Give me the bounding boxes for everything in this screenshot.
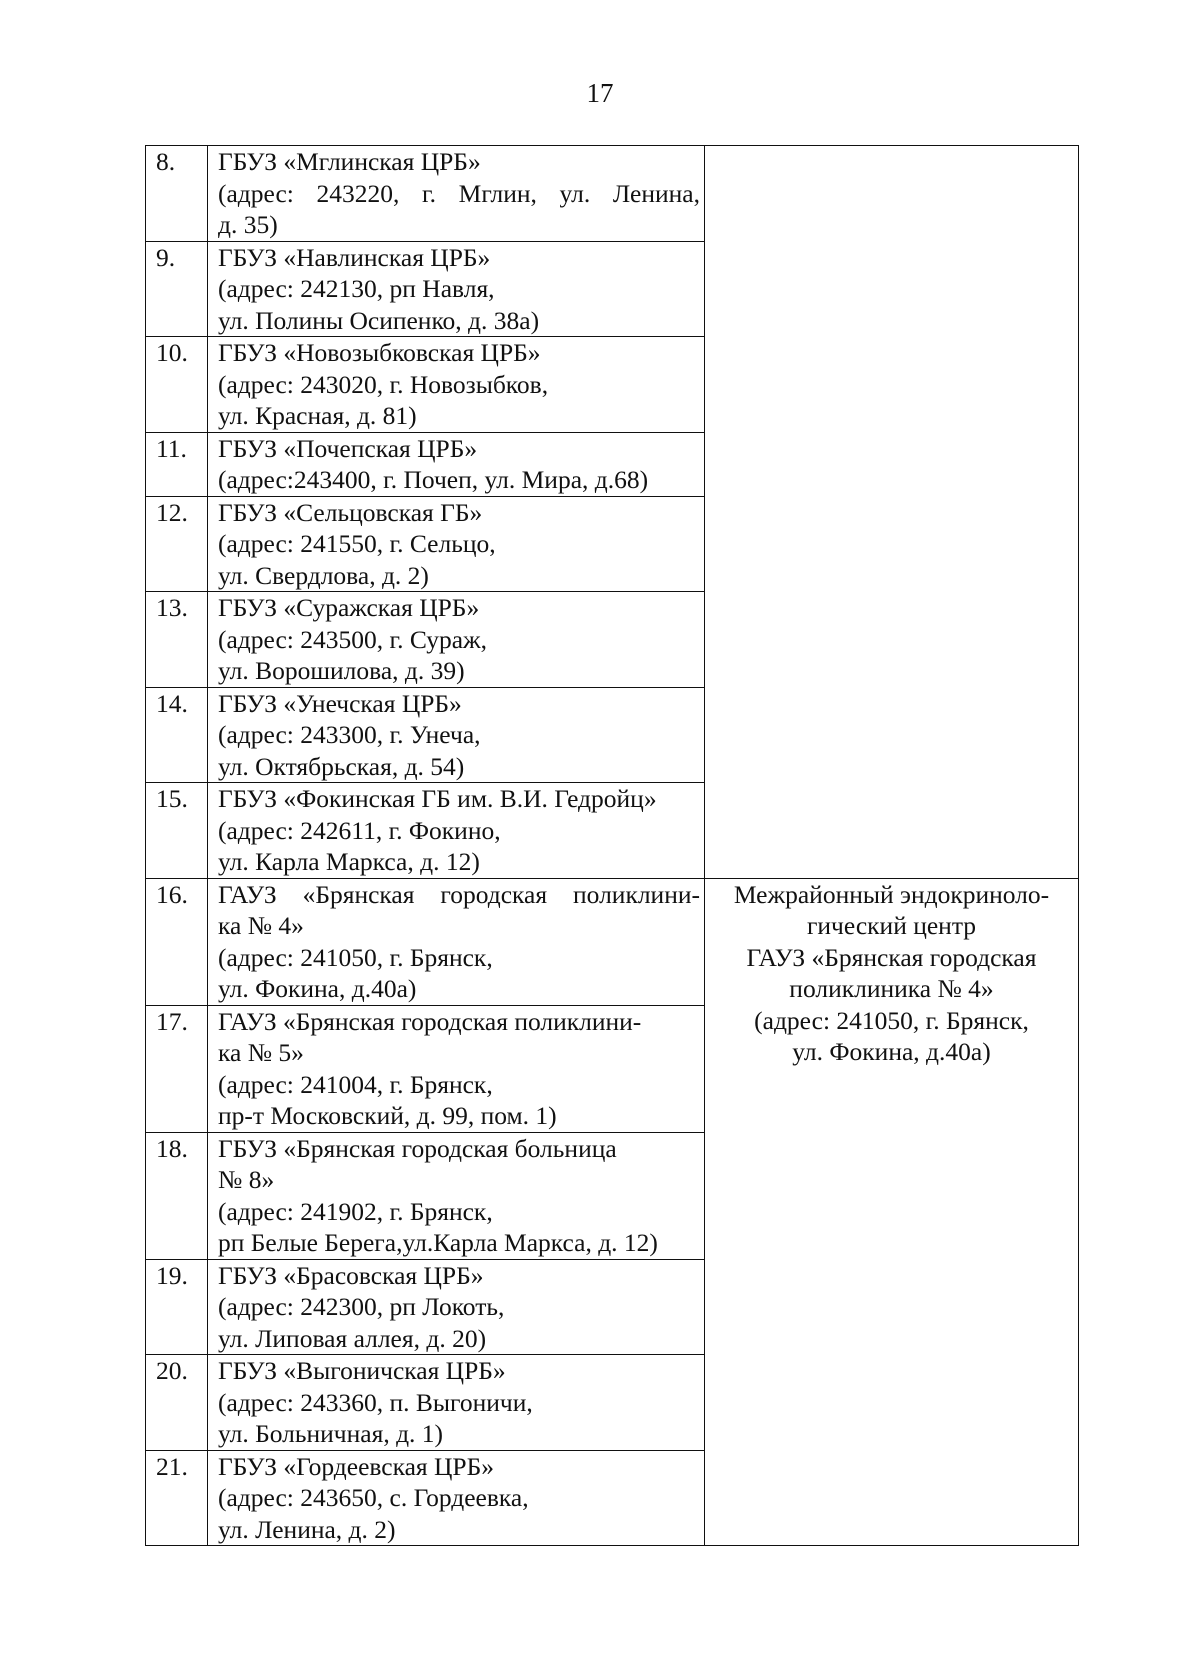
row-number: 16.: [146, 878, 208, 1005]
institution-address: (адрес: 242130, рп Навля,: [218, 274, 495, 303]
institution-name: ГБУЗ «Брасовская ЦРБ»: [218, 1260, 484, 1290]
institution-cell: [208, 878, 705, 1005]
institution-address: (адрес: 241004, г. Брянск,: [218, 1069, 493, 1099]
row-number: 15.: [146, 783, 208, 879]
institution-address: (адрес: 241902, г. Брянск,: [218, 1196, 493, 1226]
institution-name: ГБУЗ «Почепская ЦРБ»: [218, 433, 478, 463]
center-name: Межрайонный эндокриноло-: [733, 879, 1050, 909]
institution-address: ул. Ворошилова, д. 39): [218, 656, 465, 685]
page-number: 17: [586, 78, 614, 108]
institution-name: ГБУЗ «Новозыбковская ЦРБ»: [218, 338, 541, 367]
institution-cell: [208, 783, 705, 879]
institution-address: ул. Карла Маркса, д. 12): [218, 847, 480, 876]
institution-name: ГАУЗ «Брянская городская поликлини-: [218, 1006, 642, 1036]
table-row: [146, 146, 1079, 242]
institution-name: ГБУЗ «Брянская городская больница: [218, 1133, 617, 1163]
row-number: 14.: [146, 687, 208, 783]
institution-name: № 8»: [218, 1165, 275, 1194]
endocrinology-center-cell: [705, 878, 1079, 1546]
institution-cell: [208, 1355, 705, 1451]
institution-name: ГБУЗ «Гордеевская ЦРБ»: [218, 1451, 495, 1481]
institution-name: ГБУЗ «Унечская ЦРБ»: [218, 688, 462, 718]
institution-cell: [208, 337, 705, 433]
institution-name: ГБУЗ «Выгоничская ЦРБ»: [218, 1356, 506, 1385]
institution-address: ул. Красная, д. 81): [218, 401, 417, 430]
institution-address: (адрес: 243500, г. Сураж,: [218, 624, 488, 654]
institution-cell: [208, 1259, 705, 1355]
row-number: 12.: [146, 496, 208, 592]
institution-cell: [208, 1450, 705, 1546]
institution-address: (адрес: 241050, г. Брянск,: [218, 942, 493, 972]
row-number: 13.: [146, 592, 208, 688]
institution-address: ул. Полины Осипенко, д. 38а): [218, 305, 540, 335]
institution-cell: [208, 432, 705, 496]
institution-name: ГБУЗ «Сельцовская ГБ»: [218, 497, 483, 527]
row-number: 20.: [146, 1355, 208, 1451]
institution-address: ул. Октябрьская, д. 54): [218, 751, 465, 781]
institution-address: (адрес: 243360, п. Выгоничи,: [218, 1387, 533, 1417]
institution-name: ка № 4»: [218, 911, 304, 940]
institution-name: ка № 5»: [218, 1038, 304, 1067]
row-number: 8.: [146, 146, 208, 242]
institutions-table: [145, 145, 1079, 1546]
institution-cell: [208, 496, 705, 592]
institution-name: ГБУЗ «Фокинская ГБ им. В.И. Гедройц»: [218, 784, 657, 813]
institution-address: (адрес: 243300, г. Унеча,: [218, 720, 481, 749]
institution-address: (адрес: 243650, с. Гордеевка,: [218, 1483, 529, 1512]
institution-cell: [208, 1005, 705, 1132]
institution-cell: [208, 146, 705, 242]
center-name: поликлиника № 4»: [789, 974, 994, 1003]
institution-name: ГБУЗ «Навлинская ЦРБ»: [218, 242, 491, 272]
table-row: [146, 878, 1079, 1005]
institution-cell: [208, 687, 705, 783]
institution-address: (адрес: 242300, рп Локоть,: [218, 1292, 505, 1321]
institution-name: ГБУЗ «Мглинская ЦРБ»: [218, 147, 481, 176]
institution-address: д. 35): [218, 210, 278, 239]
row-number: 10.: [146, 337, 208, 433]
institution-name: ГБУЗ «Суражская ЦРБ»: [218, 593, 480, 622]
row-number: 21.: [146, 1450, 208, 1546]
center-address: (адрес: 241050, г. Брянск,: [754, 1005, 1029, 1035]
institution-name: ГАУЗ «Брянская городская поликлини-: [218, 879, 700, 909]
row-number: 19.: [146, 1259, 208, 1355]
institution-address: (адрес: 241550, г. Сельцо,: [218, 529, 496, 558]
institution-address: ул. Свердлова, д. 2): [218, 560, 429, 590]
institution-cell: [208, 1132, 705, 1259]
institution-address: ул. Фокина, д.40а): [218, 974, 417, 1003]
center-name: гический центр: [806, 911, 977, 940]
institution-address: пр-т Московский, д. 99, пом. 1): [218, 1101, 557, 1130]
institution-address: (адрес: 243020, г. Новозыбков,: [218, 369, 549, 399]
institution-address: (адрес: 242611, г. Фокино,: [218, 815, 501, 845]
row-number: 17.: [146, 1005, 208, 1132]
institution-address: ул. Больничная, д. 1): [218, 1419, 444, 1448]
institution-address: ул. Ленина, д. 2): [218, 1514, 396, 1544]
institution-address: (адрес: 243220, г. Мглин, ул. Ленина,: [218, 178, 700, 208]
institution-address: (адрес:243400, г. Почеп, ул. Мира, д.68): [218, 465, 649, 494]
institution-address: ул. Липовая аллея, д. 20): [218, 1323, 487, 1353]
row-number: 9.: [146, 241, 208, 337]
row-number: 18.: [146, 1132, 208, 1259]
institution-address: рп Белые Берега,ул.Карла Маркса, д. 12): [218, 1228, 658, 1257]
row-number: 11.: [146, 432, 208, 496]
institution-cell: [208, 592, 705, 688]
institution-cell: [208, 241, 705, 337]
center-address: ул. Фокина, д.40а): [792, 1037, 991, 1066]
center-name: ГАУЗ «Брянская городская: [746, 942, 1037, 972]
center-cell-empty: [705, 146, 1079, 879]
